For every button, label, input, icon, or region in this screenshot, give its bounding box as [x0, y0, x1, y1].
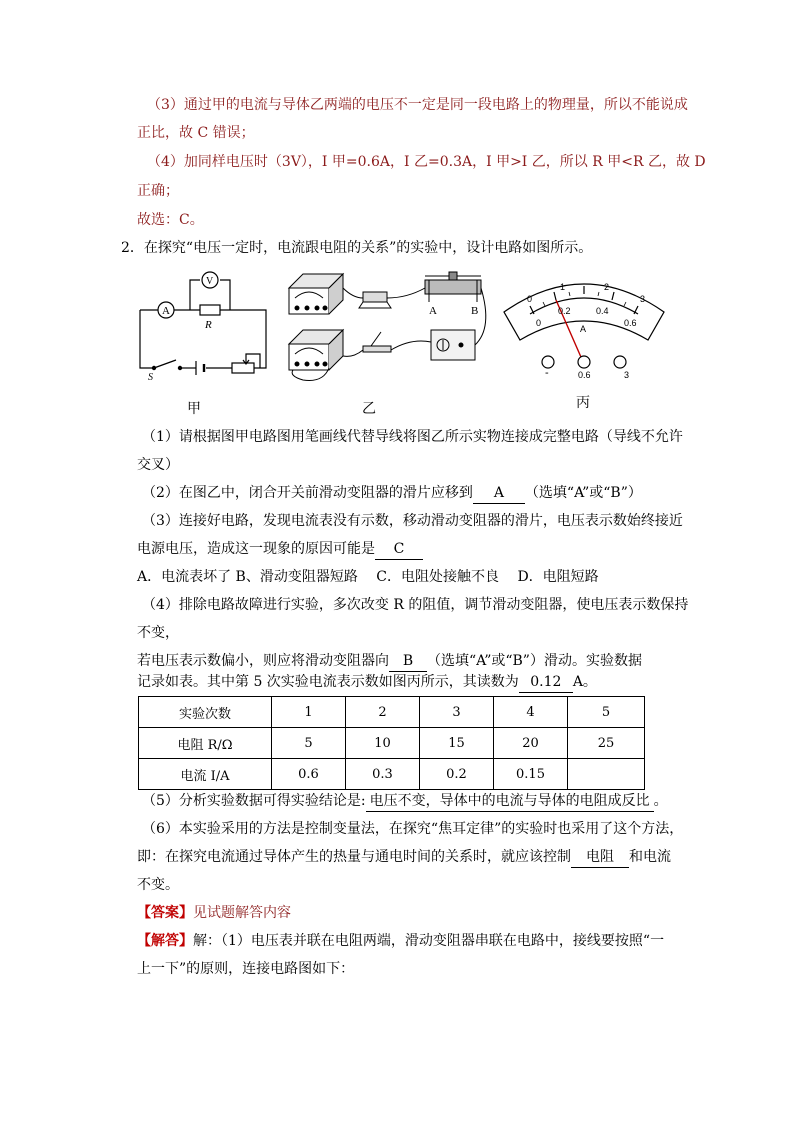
- q6b-answer: 电阻: [571, 847, 629, 868]
- rheostat-symbol: [232, 363, 254, 373]
- q6b-prefix: 即：在探究电流通过导体产生的热量与通电时间的关系时，就应该控制: [137, 849, 571, 865]
- figure-bing-dial: [500, 270, 670, 382]
- q3-answer: C: [375, 539, 423, 560]
- table-row: [139, 697, 645, 728]
- q1-line-a: （1）请根据图甲电路图用笔画线代替导线将图乙所示实物连接成完整电路（导线不允许: [142, 429, 683, 445]
- dial-bottom-3: 0.6: [624, 318, 637, 328]
- table-header-resistance: 电阻 R/Ω: [139, 728, 272, 759]
- table-cell: 0.6: [272, 759, 346, 790]
- q2-line: [142, 483, 642, 504]
- table-cell: 2: [346, 697, 420, 728]
- q4d-answer: 0.12: [519, 672, 573, 693]
- table-cell: 5: [568, 697, 645, 728]
- dial-top-3: 3: [640, 294, 646, 304]
- table-cell: [568, 759, 645, 790]
- q4-line-c: [137, 651, 642, 672]
- table-header-count: 实验次数: [139, 697, 272, 728]
- prev-solution-choose: 故选：C。: [137, 212, 204, 228]
- q4d-suffix: A。: [572, 674, 597, 690]
- dial-unit: A: [580, 324, 587, 334]
- table-cell: 0.15: [494, 759, 568, 790]
- q4c-prefix: 若电压表示数偏小，则应将滑动变阻器向: [137, 653, 389, 669]
- resistor-label: R: [205, 319, 212, 331]
- q4-line-a: （4）排除电路故障进行实验，多次改变 R 的阻值，调节滑动变阻器，使电压表示数保持: [142, 597, 689, 613]
- data-table: [138, 696, 645, 790]
- caption-bing: 丙: [576, 395, 590, 411]
- question-intro: 2．在探究“电压一定时，电流跟电阻的关系”的实验中，设计电路如图所示。: [121, 240, 593, 256]
- q6b-suffix: 和电流: [629, 849, 671, 865]
- figure-jia-circuit: [134, 266, 274, 381]
- voltmeter-label: V: [206, 276, 214, 287]
- terminal-minus: -: [545, 367, 549, 379]
- q3-options: A．电流表坏了 B、滑动变阻器短路 C．电阻处接触不良 D．电阻短路: [137, 569, 599, 585]
- prev-solution-4b: 正确；: [137, 183, 179, 199]
- q3-line-a: （3）连接好电路，发现电流表没有示数，移动滑动变阻器的滑片，电压表示数始终接近: [142, 513, 683, 529]
- q5-prefix: （5）分析实验数据可得实验结论是:: [142, 793, 366, 809]
- table-cell: 3: [420, 697, 494, 728]
- prev-solution-4a: （4）加同样电压时（3V），I 甲=0.6A，I 乙=0.3A，I 甲>I 乙，所以 R 甲<R 乙，故 D: [147, 154, 706, 170]
- answer-tag: 【答案】: [137, 905, 193, 921]
- q6-line-c: 不变。: [137, 877, 179, 893]
- table-cell: 15: [420, 728, 494, 759]
- table-cell: 10: [346, 728, 420, 759]
- q5-answer: 电压不变，导体中的电流与导体的电阻成反比: [366, 791, 654, 812]
- dial-top-1: 1: [560, 282, 566, 292]
- dial-top-2: 2: [604, 282, 610, 292]
- q2-suffix: （选填“A”或“B”）: [524, 485, 642, 501]
- solution-line-1: [137, 931, 664, 951]
- q2-answer: A: [473, 483, 525, 504]
- solution-text-1: 解：（1）电压表并联在电阻两端，滑动变阻器串联在电路中，接线要按照“一: [193, 933, 665, 949]
- figure-yi-apparatus: [283, 268, 498, 386]
- q5-line: [142, 791, 668, 812]
- q1-line-b: 交叉）: [137, 457, 179, 473]
- table-cell: 0.3: [346, 759, 420, 790]
- q6-line-a: （6）本实验采用的方法是控制变量法，在探究“焦耳定律”的实验时也采用了这个方法，: [142, 821, 684, 837]
- switch-label: S: [148, 372, 153, 381]
- table-cell: 5: [272, 728, 346, 759]
- q6-line-b: [137, 847, 671, 868]
- caption-jia: 甲: [187, 401, 201, 417]
- q3-line-b: [137, 539, 423, 560]
- table-row: [139, 759, 645, 790]
- table-cell: 0.2: [420, 759, 494, 790]
- table-header-current: 电流 I/A: [139, 759, 272, 790]
- q4c-answer: B: [389, 651, 427, 672]
- dial-top-0: 0: [527, 294, 533, 304]
- dial-bottom-0: 0: [536, 318, 542, 328]
- rheostat-b-label: B: [471, 305, 479, 317]
- prev-solution-3b: 正比，故 C 错误；: [137, 125, 255, 141]
- caption-yi: 乙: [362, 401, 376, 417]
- solution-tag: 【解答】: [137, 933, 193, 949]
- table-cell: 20: [494, 728, 568, 759]
- terminal-06: 0.6: [578, 370, 591, 380]
- resistor-symbol: [200, 305, 220, 315]
- table-cell: 1: [272, 697, 346, 728]
- prev-solution-3a: （3）通过甲的电流与导体乙两端的电压不一定是同一段电路上的物理量，所以不能说成: [147, 97, 688, 113]
- terminal-3: 3: [624, 370, 630, 380]
- solution-line-2: 上一下”的原则，连接电路图如下：: [137, 961, 355, 977]
- dial-bottom-1: 0.2: [558, 306, 571, 316]
- q3-prefix: 电源电压，造成这一现象的原因可能是: [137, 541, 375, 557]
- answer-line: [137, 903, 291, 923]
- table-cell: 25: [568, 728, 645, 759]
- q5-suffix: 。: [653, 793, 668, 809]
- dial-bottom-2: 0.4: [596, 306, 609, 316]
- q4d-prefix: 记录如表。其中第 5 次实验电流表示数如图丙所示，其读数为: [137, 674, 519, 690]
- q2-prefix: （2）在图乙中，闭合开关前滑动变阻器的滑片应移到: [142, 485, 473, 501]
- rheostat-a-label: A: [429, 305, 437, 317]
- table-row: [139, 728, 645, 759]
- ammeter-label: A: [162, 305, 170, 317]
- q4-line-d: [137, 672, 597, 693]
- table-cell: 4: [494, 697, 568, 728]
- q4-line-b: 不变，: [137, 625, 179, 641]
- answer-text: 见试题解答内容: [193, 905, 291, 921]
- q4c-suffix: （选填“A”或“B”）滑动。实验数据: [427, 653, 642, 669]
